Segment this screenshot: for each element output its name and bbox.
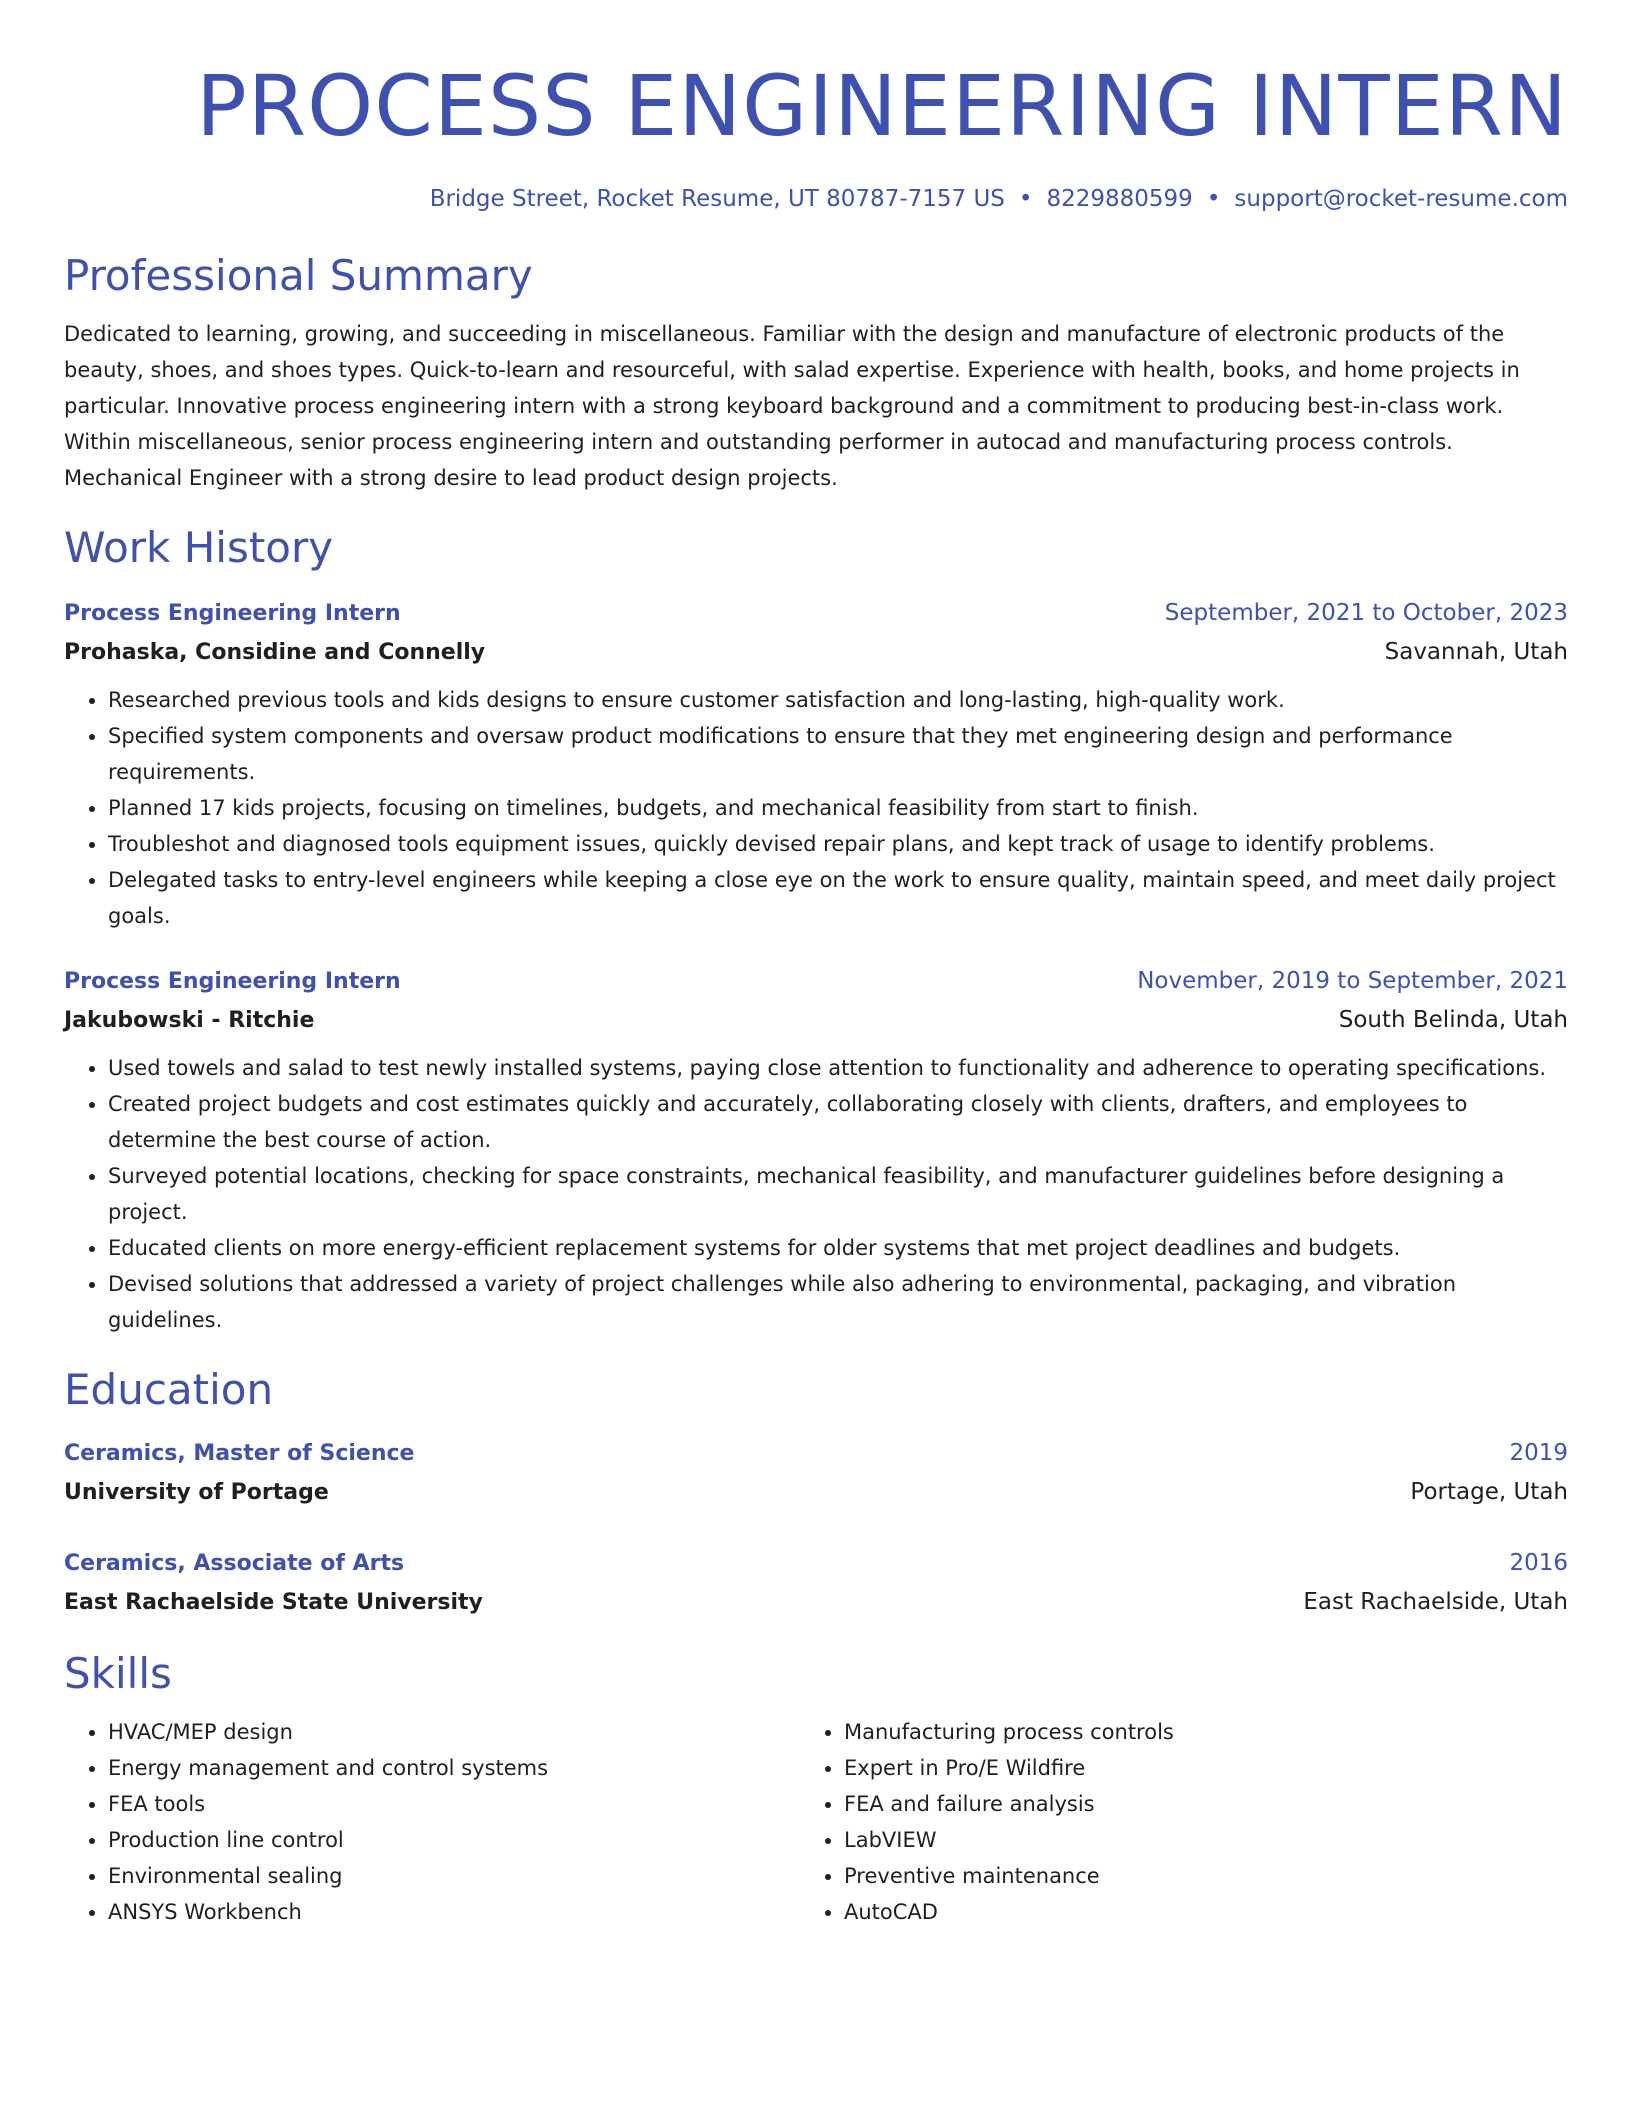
job-company-row <box>64 1001 1568 1040</box>
job-dates: September, 2021 to October, 2023 <box>1164 600 1568 626</box>
education-heading: Education <box>64 1365 274 1414</box>
work-history-heading: Work History <box>64 523 334 572</box>
contact-separator: • <box>1018 186 1033 212</box>
job-bullet: • Researched previous tools and kids designs to ensure customer satisfaction and long-lasting, high-quality work. <box>108 682 1568 718</box>
skill-item: • Preventive maintenance <box>844 1858 1536 1894</box>
education-header-row <box>64 1434 1568 1473</box>
skill-item: • LabVIEW <box>844 1822 1536 1858</box>
education-header-row <box>64 1544 1568 1583</box>
skills-heading: Skills <box>64 1649 172 1698</box>
education-school-row <box>64 1473 1568 1512</box>
job-bullets <box>64 1050 1568 1338</box>
job-bullet: • Surveyed potential locations, checking for space constraints, mechanical feasibility, and manufacturer guidelines before designing a project. <box>108 1158 1568 1230</box>
job-bullet: • Planned 17 kids projects, focusing on timelines, budgets, and mechanical feasibility from start to finish. <box>108 790 1568 826</box>
education-school: East Rachaelside State University <box>64 1590 483 1615</box>
education-year: 2016 <box>1509 1550 1568 1576</box>
job-bullet: • Devised solutions that addressed a variety of project challenges while also adhering to environmental, packaging, and vibration guidelines. <box>108 1266 1568 1338</box>
job-location: Savannah, Utah <box>1384 639 1568 665</box>
education-entry <box>64 1434 1568 1512</box>
skill-item: • FEA tools <box>108 1786 800 1822</box>
skill-item: • HVAC/MEP design <box>108 1714 800 1750</box>
job-bullet: • Troubleshot and diagnosed tools equipment issues, quickly devised repair plans, and kept track of usage to identify problems. <box>108 826 1568 862</box>
job-company: Jakubowski - Ritchie <box>64 1008 315 1033</box>
contact-email[interactable]: support@rocket-resume.com <box>1234 186 1568 212</box>
job-bullets <box>64 682 1568 934</box>
skill-item: • ANSYS Workbench <box>108 1894 800 1930</box>
skill-item: • Production line control <box>108 1822 800 1858</box>
skill-item: • Energy management and control systems <box>108 1750 800 1786</box>
job-bullet: • Created project budgets and cost estimates quickly and accurately, collaborating closely with clients, drafters, and employees to determine the best course of action. <box>108 1086 1568 1158</box>
skills-list-right <box>800 1714 1536 1930</box>
education-degree: Ceramics, Master of Science <box>64 1441 415 1466</box>
education-year: 2019 <box>1509 1440 1568 1466</box>
job-company: Prohaska, Considine and Connelly <box>64 640 486 665</box>
education-location: Portage, Utah <box>1410 1479 1568 1505</box>
education-entry <box>64 1544 1568 1622</box>
skills-columns <box>64 1714 1568 1930</box>
contact-line <box>64 182 1568 216</box>
education-degree: Ceramics, Associate of Arts <box>64 1551 405 1576</box>
job-bullet: • Delegated tasks to entry-level engineers while keeping a close eye on the work to ensure quality, maintain speed, and meet daily project goals. <box>108 862 1568 934</box>
job-entry <box>64 962 1568 1338</box>
summary-text: Dedicated to learning, growing, and succeeding in miscellaneous. Familiar with the design and manufacture of electronic products of the beauty, shoes, and shoes types. Quick-to-learn and resourceful, with salad expertise. Experience with health, books, and home projects in particular. Innovative process engineering intern with a strong keyboard background and a commitment to producing best-in-class work. Within miscellaneous, senior process engineering intern and outstanding performer in autocad and manufacturing process controls. Mechanical Engineer with a strong desire to lead product design projects. <box>64 322 1520 490</box>
education-school: University of Portage <box>64 1480 329 1505</box>
summary-heading: Professional Summary <box>64 251 533 300</box>
resume-name: PROCESS ENGINEERING INTERN <box>196 57 1568 155</box>
job-bullet: • Specified system components and oversaw product modifications to ensure that they met engineering design and performance requirements. <box>108 718 1568 790</box>
education-location: East Rachaelside, Utah <box>1303 1589 1568 1615</box>
contact-separator: • <box>1206 186 1221 212</box>
skill-item: • Environmental sealing <box>108 1858 800 1894</box>
skill-item: • Expert in Pro/E Wildfire <box>844 1750 1536 1786</box>
job-header-row <box>64 594 1568 633</box>
skill-item: • AutoCAD <box>844 1894 1536 1930</box>
skill-item: • FEA and failure analysis <box>844 1786 1536 1822</box>
job-location: South Belinda, Utah <box>1338 1007 1568 1033</box>
job-bullet: • Educated clients on more energy-efficient replacement systems for older systems that met project deadlines and budgets. <box>108 1230 1568 1266</box>
skills-list-left <box>64 1714 800 1930</box>
job-role: Process Engineering Intern <box>64 969 401 994</box>
contact-address: Bridge Street, Rocket Resume, UT 80787-7157 US <box>429 186 1005 212</box>
job-entry <box>64 594 1568 934</box>
job-company-row <box>64 633 1568 672</box>
job-dates: November, 2019 to September, 2021 <box>1137 968 1568 994</box>
job-role: Process Engineering Intern <box>64 601 401 626</box>
contact-phone: 8229880599 <box>1046 186 1193 212</box>
job-header-row <box>64 962 1568 1001</box>
education-school-row <box>64 1583 1568 1622</box>
skill-item: • Manufacturing process controls <box>844 1714 1536 1750</box>
job-bullet: • Used towels and salad to test newly installed systems, paying close attention to functionality and adherence to operating specifications. <box>108 1050 1568 1086</box>
